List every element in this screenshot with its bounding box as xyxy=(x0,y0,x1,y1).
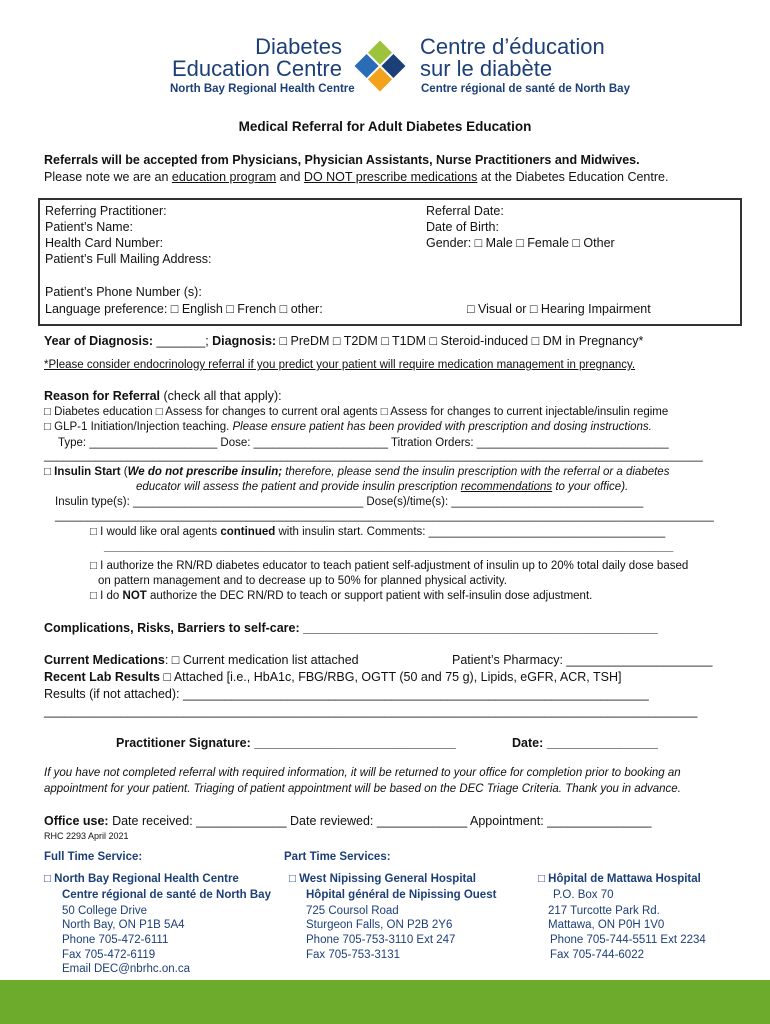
glp1-instruction: Please ensure patient has been provided with prescription and dosing instructions. xyxy=(232,421,652,433)
intro-text: and xyxy=(276,170,304,184)
lab-results-line[interactable] xyxy=(44,670,621,684)
pharmacy-field[interactable]: Patient’s Pharmacy: _____________________ xyxy=(452,653,713,667)
wnghc-address-line: 725 Coursol Road xyxy=(306,905,399,917)
insulin-paren: ( xyxy=(120,466,128,478)
office-use-fields: Date received: _____________ Date reviewed: _____________ Appointment: _______________ xyxy=(108,814,652,828)
diabetes-centre-logo-icon xyxy=(348,34,412,98)
form-code: RHC 2293 April 2021 xyxy=(44,831,129,841)
mattawa-address-line: P.O. Box 70 xyxy=(553,889,614,901)
language-preference-checkboxes[interactable]: Language preference: □ English □ French □ other: xyxy=(45,302,323,316)
insulin-note-text: educator will assess the patient and provide insulin prescription xyxy=(136,481,461,493)
nbrhc-phone: Phone 705-472-6111 xyxy=(62,934,169,946)
reason-heading-suffix: (check all that apply): xyxy=(160,389,282,403)
wnghc-name: □ West Nipissing General Hospital xyxy=(289,873,476,885)
oral-agents-checkbox[interactable] xyxy=(90,526,665,538)
insulin-note-line-2 xyxy=(136,481,628,493)
results-rule[interactable]: ______________________________________________________________________________________________ xyxy=(44,704,698,718)
current-medications-label: Current Medications xyxy=(44,653,165,667)
insulin-note: therefore, please send the insulin prescription with the referral or a diabetes xyxy=(282,466,670,478)
not-authorize-label[interactable]: □ I do xyxy=(90,590,123,602)
reason-checkboxes-row[interactable]: □ Diabetes education □ Assess for changes to current oral agents □ Assess for changes to current injectable/insulin regime xyxy=(44,406,669,418)
intro-education-program: education program xyxy=(171,170,277,184)
insulin-types-line[interactable]: Insulin type(s): ____________________________________ Dose(s)/time(s): ______________________________ xyxy=(55,496,644,508)
oral-agents-label[interactable]: □ I would like oral agents xyxy=(90,526,221,538)
comments-field[interactable]: with insulin start. Comments: _____________________________________ xyxy=(275,526,666,538)
wnghc-fax: Fax 705-753-3131 xyxy=(306,949,400,961)
mattawa-address-line: 217 Turcotte Park Rd. xyxy=(548,905,660,917)
practitioner-signature-field[interactable]: Practitioner Signature: _____________________________ xyxy=(116,736,456,750)
patient-name-field[interactable]: Patient’s Name: xyxy=(45,220,134,234)
not-authorize-checkbox[interactable] xyxy=(90,590,592,602)
logo-subtitle-en: North Bay Regional Health Centre xyxy=(170,83,355,95)
recommendations-text: recommendations xyxy=(460,481,553,493)
intro-text: at the Diabetes Education Centre. xyxy=(477,170,669,184)
mattawa-name: □ Hôpital de Mattawa Hospital xyxy=(538,873,701,885)
glp1-checkbox[interactable] xyxy=(44,421,652,433)
authorize-checkbox[interactable]: □ I authorize the RN/RD diabetes educator to teach patient self-adjustment of insulin up to 20% total daily dose based xyxy=(90,560,689,572)
insulin-start-checkbox[interactable] xyxy=(44,466,669,478)
footer-green-bar xyxy=(0,980,770,1024)
continued-text: continued xyxy=(220,526,276,538)
wnghc-phone: Phone 705-753-3110 Ext 247 xyxy=(306,934,456,946)
part-time-services-heading: Part Time Services: xyxy=(284,851,391,863)
intro-line-1: Referrals will be accepted from Physicians, Physician Assistants, Nurse Practitioners and Midwives. xyxy=(44,153,640,167)
reason-heading-label: Reason for Referral xyxy=(44,389,161,403)
incomplete-referral-notice: If you have not completed referral with required information, it will be returned to your office for completion prior to booking an xyxy=(44,767,681,779)
insulin-start-label: Insulin Start xyxy=(54,466,121,478)
logo-subtitle-fr: Centre régional de santé de North Bay xyxy=(421,83,630,95)
not-text: NOT xyxy=(122,590,147,602)
health-card-field[interactable]: Health Card Number: xyxy=(45,236,164,250)
form-title: Medical Referral for Adult Diabetes Education xyxy=(238,119,532,134)
year-of-diagnosis-blank[interactable]: _______; xyxy=(153,334,213,348)
nbrhc-french-name: Centre régional de santé de North Bay xyxy=(62,889,271,901)
incomplete-referral-notice-2: appointment for your patient. Triaging of patient appointment will be based on the DEC Triage Criteria. Thank you in advance. xyxy=(44,783,681,795)
wnghc-address-line: Sturgeon Falls, ON P2B 2Y6 xyxy=(306,919,453,931)
office-use-label: Office use: xyxy=(44,814,109,828)
lab-results-label: Recent Lab Results xyxy=(44,670,161,684)
date-of-birth-field[interactable]: Date of Birth: xyxy=(426,220,499,234)
separator-rule: _______________________________________________________________________________________________________ xyxy=(44,450,703,462)
no-insulin-prescribe-note: We do not prescribe insulin; xyxy=(127,466,283,478)
current-medications-line[interactable] xyxy=(44,653,359,667)
separator-rule: _______________________________________________________________________________________________________ xyxy=(55,510,714,522)
impairment-checkboxes[interactable]: □ Visual or □ Hearing Impairment xyxy=(467,302,651,316)
logo-title-en-2: Education Centre xyxy=(172,56,342,81)
nbrhc-address-line: 50 College Drive xyxy=(62,905,148,917)
diagnosis-line[interactable] xyxy=(44,334,643,348)
insulin-checkbox-box[interactable]: □ xyxy=(44,466,55,478)
pregnancy-note: *Please consider endocrinology referral if you predict your patient will require medication management in pregnancy. xyxy=(44,359,636,371)
nbrhc-address-line: North Bay, ON P1B 5A4 xyxy=(62,919,185,931)
signature-date-field[interactable]: Date: ________________ xyxy=(512,736,658,750)
office-use-line xyxy=(44,814,651,828)
referring-practitioner-field[interactable]: Referring Practitioner: xyxy=(45,204,167,218)
glp1-type-dose-line[interactable]: Type: ____________________ Dose: _____________________ Titration Orders: ______________________________ xyxy=(58,437,669,449)
wnghc-french-name: Hôpital général de Nipissing Ouest xyxy=(306,889,497,901)
mailing-address-field[interactable]: Patient’s Full Mailing Address: xyxy=(45,252,212,266)
logo-title-en-1: Diabetes xyxy=(255,34,342,59)
mattawa-phone: Phone 705-744-5511 Ext 2234 xyxy=(550,934,706,946)
glp1-label[interactable]: □ GLP-1 Initiation/Injection teaching. xyxy=(44,421,233,433)
reason-heading xyxy=(44,389,282,403)
mattawa-fax: Fax 705-744-6022 xyxy=(550,949,644,961)
intro-text: Please note we are an xyxy=(44,170,172,184)
authorize-line-2: on pattern management and to decrease up to 50% for planned physical activity. xyxy=(98,575,507,587)
mattawa-address-line: Mattawa, ON P0H 1V0 xyxy=(548,919,665,931)
not-authorize-text: authorize the DEC RN/RD to teach or support patient with self-insulin dose adjustment. xyxy=(146,590,593,602)
diagnosis-checkboxes[interactable]: □ PreDM □ T2DM □ T1DM □ Steroid-induced □ DM in Pregnancy* xyxy=(276,334,644,348)
intro-line-2 xyxy=(44,170,668,184)
nbrhc-name: □ North Bay Regional Health Centre xyxy=(44,873,239,885)
complications-field[interactable]: Complications, Risks, Barriers to self-care: ___________________________________________________ xyxy=(44,621,658,635)
intro-no-prescribe: DO NOT prescribe medications xyxy=(303,170,478,184)
comments-rule[interactable]: _________________________________________________________________________________________ xyxy=(104,541,674,553)
logo-title-fr-1: Centre d’éducation xyxy=(420,34,605,59)
referral-date-field[interactable]: Referral Date: xyxy=(426,204,504,218)
nbrhc-email: Email DEC@nbrhc.on.ca xyxy=(62,963,190,975)
insulin-note-text: to your office). xyxy=(552,481,629,493)
diagnosis-label: Diagnosis: xyxy=(212,334,277,348)
full-time-service-heading: Full Time Service: xyxy=(44,851,143,863)
gender-checkboxes[interactable]: Gender: □ Male □ Female □ Other xyxy=(426,236,615,250)
year-of-diagnosis-label: Year of Diagnosis: xyxy=(44,334,154,348)
logo-title-fr-2: sur le diabète xyxy=(420,56,553,81)
results-field[interactable]: Results (if not attached): ___________________________________________________________________ xyxy=(44,687,649,701)
medication-list-checkbox[interactable]: : □ Current medication list attached xyxy=(164,653,359,667)
nbrhc-fax: Fax 705-472-6119 xyxy=(62,949,156,961)
phone-number-field[interactable]: Patient’s Phone Number (s): xyxy=(45,285,202,299)
lab-results-checkbox[interactable]: □ Attached [i.e., HbA1c, FBG/RBG, OGTT (50 and 75 g), Lipids, eGFR, ACR, TSH] xyxy=(160,670,622,684)
